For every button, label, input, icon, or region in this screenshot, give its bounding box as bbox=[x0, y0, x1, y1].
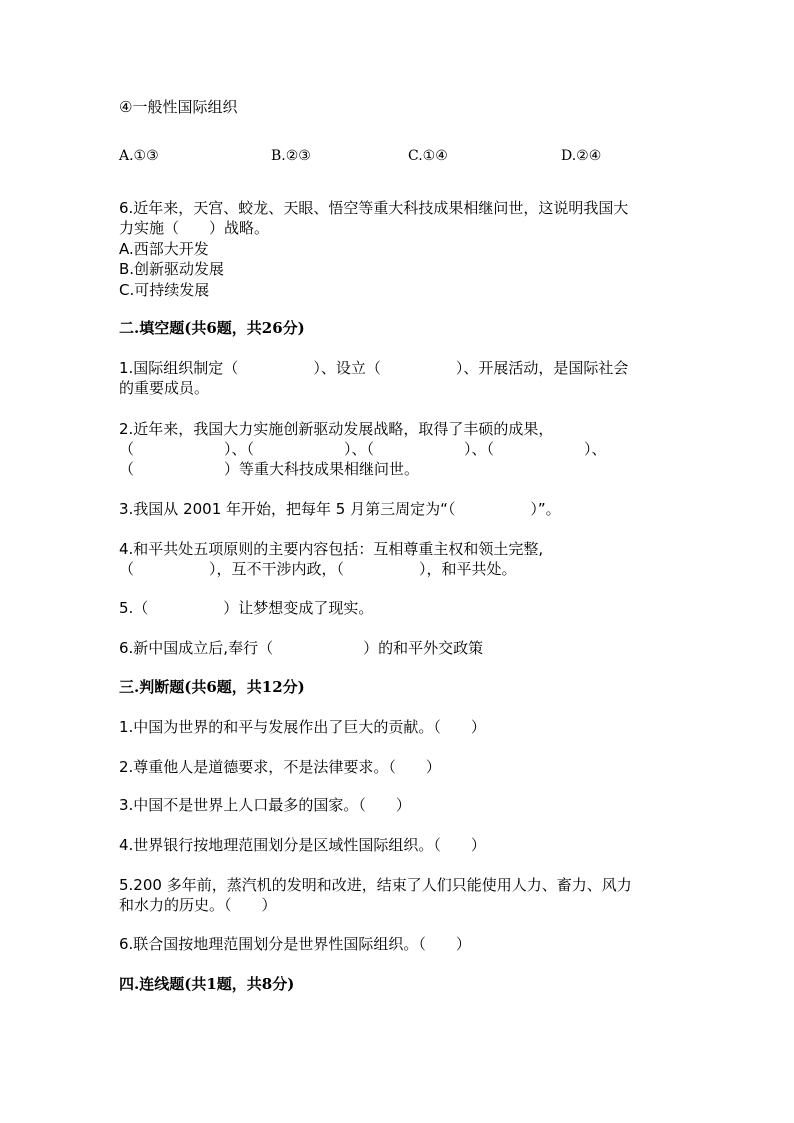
fill-q6: 6.新中国成立后,奉行（ ）的和平外交政策 bbox=[119, 639, 484, 657]
fill-q5: 5.（ ）让梦想变成了现实。 bbox=[119, 599, 374, 617]
tf-item-6: 6.联合国按地理范围划分是世界性国际组织。（ ） bbox=[119, 935, 471, 953]
tf-item-1: 1.中国为世界的和平与发展作出了巨大的贡献。（ ） bbox=[119, 718, 486, 736]
question-6-option-a: A.西部大开发 bbox=[119, 240, 209, 258]
fill-q4-line-2: （ ），互不干涉内政，（ ），和平共处。 bbox=[119, 560, 517, 578]
fill-q4-line-1: 4.和平共处五项原则的主要内容包括：互相尊重主权和领土完整, bbox=[119, 540, 544, 558]
fill-q1-line-2: 的重要成员。 bbox=[119, 379, 210, 397]
question-6-line-2: 力实施（ ）战略。 bbox=[119, 219, 270, 237]
tf-item-5-line-1: 5.200 多年前，蒸汽机的发明和改进，结束了人们只能使用人力、畜力、风力 bbox=[119, 876, 632, 894]
tf-item-2: 2.尊重他人是道德要求，不是法律要求。（ ） bbox=[119, 758, 441, 776]
fill-q3: 3.我国从 2001 年开始，把每年 5 月第三周定为“（ ）”。 bbox=[119, 500, 561, 518]
option-b: B.②③ bbox=[271, 148, 311, 164]
fill-q2-line-1: 2.近年来，我国大力实施创新驱动发展战略，取得了丰硕的成果， bbox=[119, 420, 554, 438]
section-heading-matching: 四.连线题(共1题，共8分) bbox=[119, 975, 295, 993]
tf-item-5-line-2: 和水力的历史。（ ） bbox=[119, 896, 277, 914]
choice-item-4: ④一般性国际组织 bbox=[119, 98, 238, 116]
tf-item-4: 4.世界银行按地理范围划分是区域性国际组织。（ ） bbox=[119, 836, 486, 854]
tf-item-3: 3.中国不是世界上人口最多的国家。（ ） bbox=[119, 796, 411, 814]
question-6-line-1: 6.近年来，天宫、蛟龙、天眼、悟空等重大科技成果相继问世，这说明我国大 bbox=[119, 199, 629, 217]
option-a: A.①③ bbox=[119, 148, 159, 164]
question-6-option-c: C.可持续发展 bbox=[119, 281, 210, 299]
fill-q2-line-3: （ ）等重大科技成果相继问世。 bbox=[119, 460, 420, 478]
option-d: D.②④ bbox=[561, 148, 602, 164]
section-heading-true-false: 三.判断题(共6题，共12分) bbox=[119, 678, 305, 696]
fill-q1-line-1: 1.国际组织制定（ ）、设立（ ）、开展活动，是国际社会 bbox=[119, 359, 629, 377]
question-6-option-b: B.创新驱动发展 bbox=[119, 260, 225, 278]
fill-q2-line-2: （ ）、（ ）、（ ）、（ ）、 bbox=[119, 440, 607, 458]
section-heading-fill-blank: 二.填空题(共6题，共26分) bbox=[119, 319, 305, 337]
option-c: C.①④ bbox=[408, 148, 448, 164]
